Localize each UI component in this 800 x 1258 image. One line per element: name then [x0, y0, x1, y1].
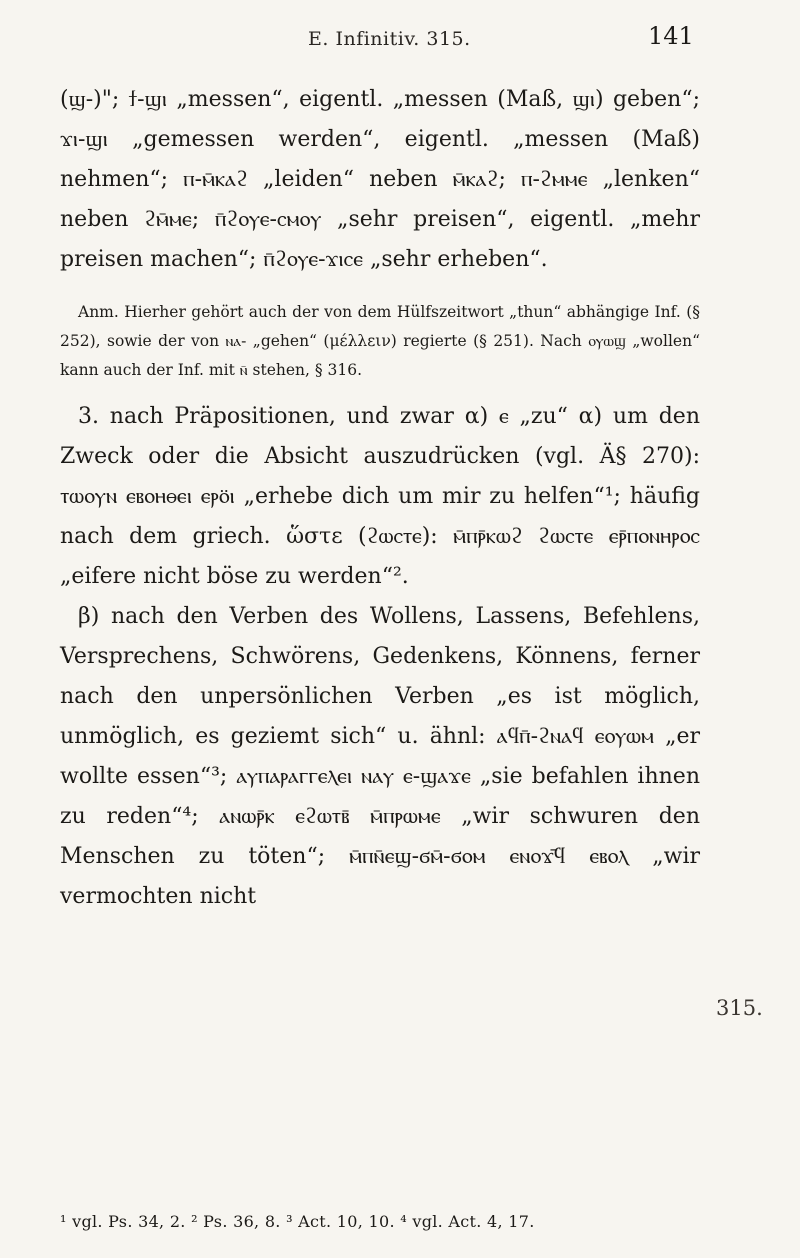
- page-header: [0, 16, 800, 56]
- margin-section-reference: 315.: [716, 996, 763, 1020]
- section-beta-verbs: β) nach den Verben des Wollens, Lassens, Befehlens, Versprechens, Schwörens, Gedenkens, Könnens, ferner nach den unpersönlichen Verben „es ist möglich, unmöglich, es geziemt sich“ u. ähnl: ⲁϥⲡ̄-ϩⲛⲁϥ ⲉⲟⲩⲱⲙ „er wollte essen“³; ⲁⲩⲡⲁⲣⲁⲅⲅⲉⲗⲉⲓ ⲛⲁⲩ ⲉ-ϣⲁϫⲉ „sie befahlen ihnen zu reden“⁴; ⲁⲛⲱⲣ̄ⲕ ⲉϩⲱⲧⲃ̄ ⲙ̄ⲡⲣⲱⲙⲉ „wir schwuren den Menschen zu töten“; ⲙ̄ⲡⲛ̄ⲉϣ-ϭⲙ̄-ϭⲟⲙ ⲉⲛⲟϫ̄ϥ ⲉⲃⲟⲗ „wir vermochten nicht: [60, 604, 700, 909]
- annotation-note: Anm. Hierher gehört auch der von dem Hülfszeitwort „thun“ abhängige Inf. (§ 252), sowie der von ⲛⲁ- „gehen“ (μέλλειν) regierte (§ 251). Nach ⲟⲩⲱϣ „wollen“ kann auch der Inf. mit ⲛ̄ stehen, § 316.: [60, 303, 700, 379]
- footnotes: ¹ vgl. Ps. 34, 2. ² Ps. 36, 8. ³ Act. 10, 10. ⁴ vgl. Act. 4, 17.: [60, 1212, 535, 1231]
- page-body: [60, 80, 700, 917]
- running-head: E. Infinitiv. 315.: [308, 28, 471, 50]
- section-3-prepositions: 3. nach Präpositionen, und zwar α) ⲉ „zu“ α) um den Zweck oder die Absicht auszudrücken (vgl. Ä§ 270): ⲧⲱⲟⲩⲛ ⲉⲃⲟⲏⲑⲉⲓ ⲉⲣⲟ̈ⲓ „erhebe dich um mir zu helfen“¹; häufig nach dem griech. ὥστε (ϩⲱⲥⲧⲉ): ⲙ̄ⲡⲣ̄ⲕⲱϩ ϩⲱⲥⲧⲉ ⲉⲣ̄ⲡⲟⲛⲏⲣⲟⲥ „eifere nicht böse zu werden“².: [60, 404, 700, 589]
- paragraph-opening: (ϣ-)"; ϯ-ϣⲓ „messen“, eigentl. „messen (Maß, ϣⲓ) geben“; ϫⲓ-ϣⲓ „gemessen werden“, eigentl. „messen (Maß) nehmen“; ⲡ-ⲙ̄ⲕⲁϩ „leiden“ neben ⲙ̄ⲕⲁϩ; ⲡ-ϩⲙⲙⲉ „lenken“ neben ϩⲙ̄ⲙⲉ; ⲡ̄ϩⲟⲩⲉ-ⲥⲙⲟⲩ „sehr preisen“, eigentl. „mehr preisen machen“; ⲡ̄ϩⲟⲩⲉ-ϫⲓⲥⲉ „sehr erheben“.: [60, 87, 700, 272]
- page-number: 141: [648, 22, 694, 50]
